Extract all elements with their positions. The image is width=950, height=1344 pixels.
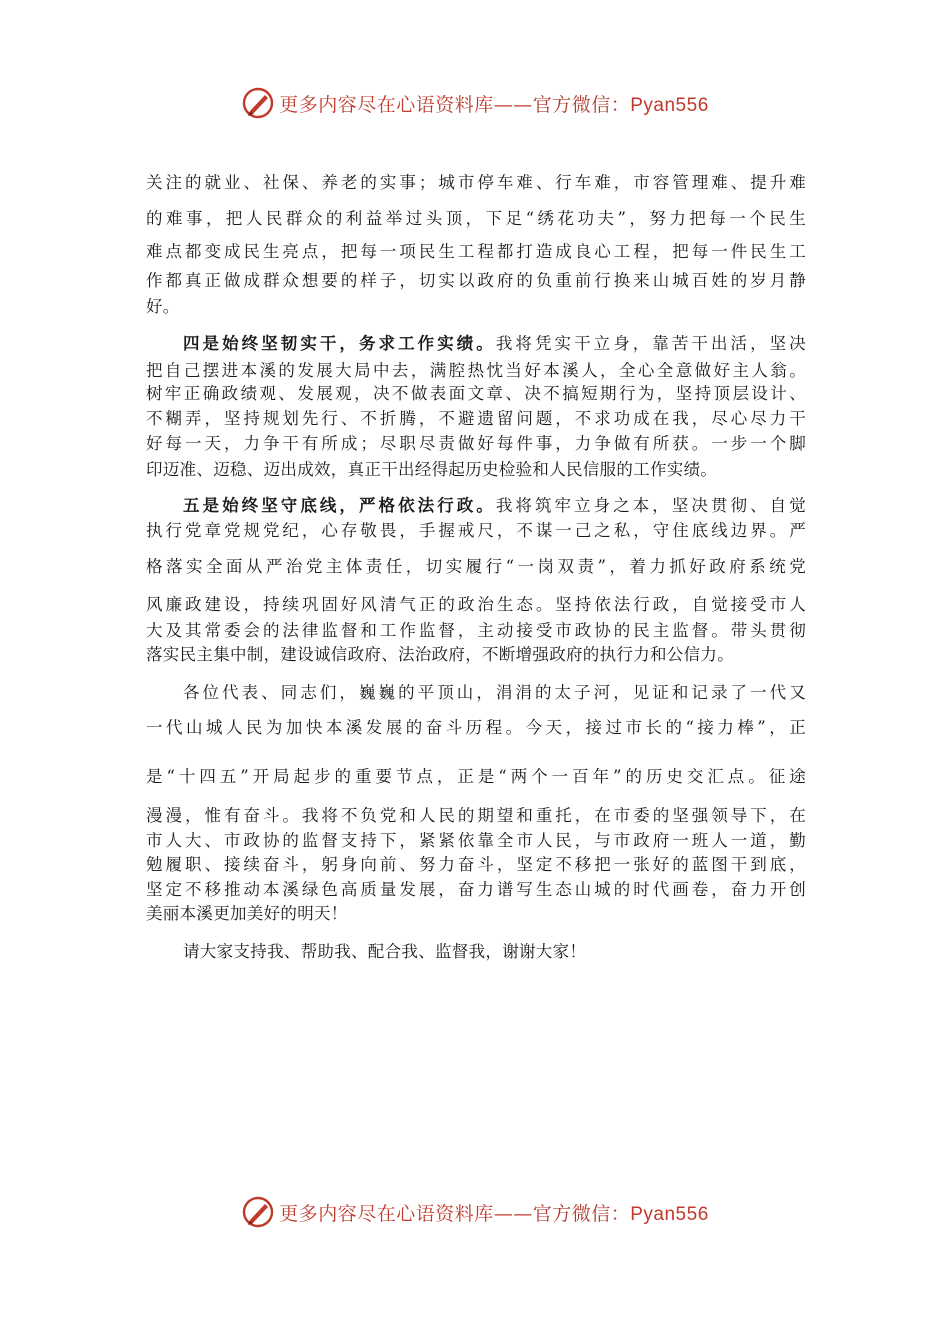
text-line: 关注的就业、社保、养老的实事；城市停车难、行车难，市容管理难、提升难 (146, 173, 806, 192)
banner-contact-label: 官方微信： (532, 1202, 631, 1225)
text-line: 好。 (146, 297, 180, 316)
header-banner (0, 83, 950, 123)
banner-separator: —— (493, 93, 533, 116)
text-line: 美丽本溪更加美好的明天！ (146, 904, 348, 923)
text-line: 漫漫，惟有奋斗。我将不负党和人民的期望和重托，在市委的坚强领导下，在 (146, 806, 806, 825)
paragraph-first-line (183, 332, 806, 356)
text-line: 一代山城人民为加快本溪发展的奋斗历程。今天，接过市长的“接力棒”，正 (146, 718, 806, 737)
text-line: 印迈准、迈稳、迈出成效，真正干出经得起历史检验和人民信服的工作实绩。 (146, 460, 718, 479)
footer-banner (0, 1192, 950, 1232)
text-line: 大及其常委会的法律监督和工作监督，主动接受市政协的民主监督。带头贯彻 (146, 621, 806, 640)
text-line: 勉履职、接续奋斗，躬身向前、努力奋斗，坚定不移把一张好的蓝图干到底， (146, 855, 806, 874)
text-line: 落实民主集中制，建设诚信政府、法治政府，不断增强政府的执行力和公信力。 (146, 645, 734, 664)
paragraph-text: 我将凭实干立身，靠苦干出活，坚决 (495, 334, 806, 353)
text-line: 是“十四五”开局起步的重要节点，正是“两个一百年”的历史交汇点。征途 (146, 767, 806, 786)
paragraph-first-line (183, 494, 806, 518)
text-line: 市人大、市政协的监督支持下，紧紧依靠全市人民，与市政府一班人一道，勤 (146, 831, 806, 850)
banner-title: 更多内容尽在心语资料库 (279, 93, 494, 116)
text-line: 格落实全面从严治党主体责任，切实履行“一岗双责”，着力抓好政府系统党 (146, 557, 806, 576)
paragraph-text: 我将筑牢立身之本，坚决贯彻、自觉 (495, 496, 806, 515)
banner-text (279, 90, 709, 117)
banner-contact-id: Pyan556 (630, 1203, 709, 1225)
text-line: 把自己摆进本溪的发展大局中去，满腔热忱当好本溪人，全心全意做好主人翁。 (146, 361, 806, 380)
banner-title: 更多内容尽在心语资料库 (279, 1202, 494, 1225)
text-line: 难点都变成民生亮点，把每一项民生工程都打造成良心工程，把每一件民生工 (146, 242, 806, 261)
text-line: 的难事，把人民群众的利益举过头顶，下足“绣花功夫”，努力把每一个民生 (146, 209, 806, 228)
text-line: 树牢正确政绩观、发展观，决不做表面文章、决不搞短期行为，坚持顶层设计、 (146, 384, 806, 403)
text-line: 执行党章党规党纪，心存敬畏，手握戒尺，不谋一己之私，守住底线边界。严 (146, 521, 806, 540)
pen-logo-icon (241, 86, 275, 120)
paragraph-heading: 五是始终坚守底线，严格依法行政。 (183, 496, 496, 515)
text-line: 各位代表、同志们，巍巍的平顶山，涓涓的太子河，见证和记录了一代又 (183, 683, 806, 702)
paragraph-heading: 四是始终坚韧实干，务求工作实绩。 (183, 334, 496, 353)
pen-logo-icon (241, 1195, 275, 1229)
text-line: 不糊弄，坚持规划先行、不折腾，不避遗留问题，不求功成在我，尽心尽力干 (146, 409, 806, 428)
text-line: 好每一天，力争干有所成；尽职尽责做好每件事，力争做有所获。一步一个脚 (146, 434, 806, 453)
text-line: 坚定不移推动本溪绿色高质量发展，奋力谱写生态山城的时代画卷，奋力开创 (146, 880, 806, 899)
banner-contact-label: 官方微信： (532, 93, 631, 116)
banner-contact-id: Pyan556 (630, 94, 709, 116)
banner-text (279, 1199, 709, 1226)
text-line: 作都真正做成群众想要的样子，切实以政府的负重前行换来山城百姓的岁月静 (146, 271, 806, 290)
text-line: 风廉政建设，持续巩固好风清气正的政治生态。坚持依法行政，自觉接受市人 (146, 595, 806, 614)
banner-separator: —— (493, 1202, 533, 1225)
text-line: 请大家支持我、帮助我、配合我、监督我，谢谢大家！ (183, 942, 587, 961)
